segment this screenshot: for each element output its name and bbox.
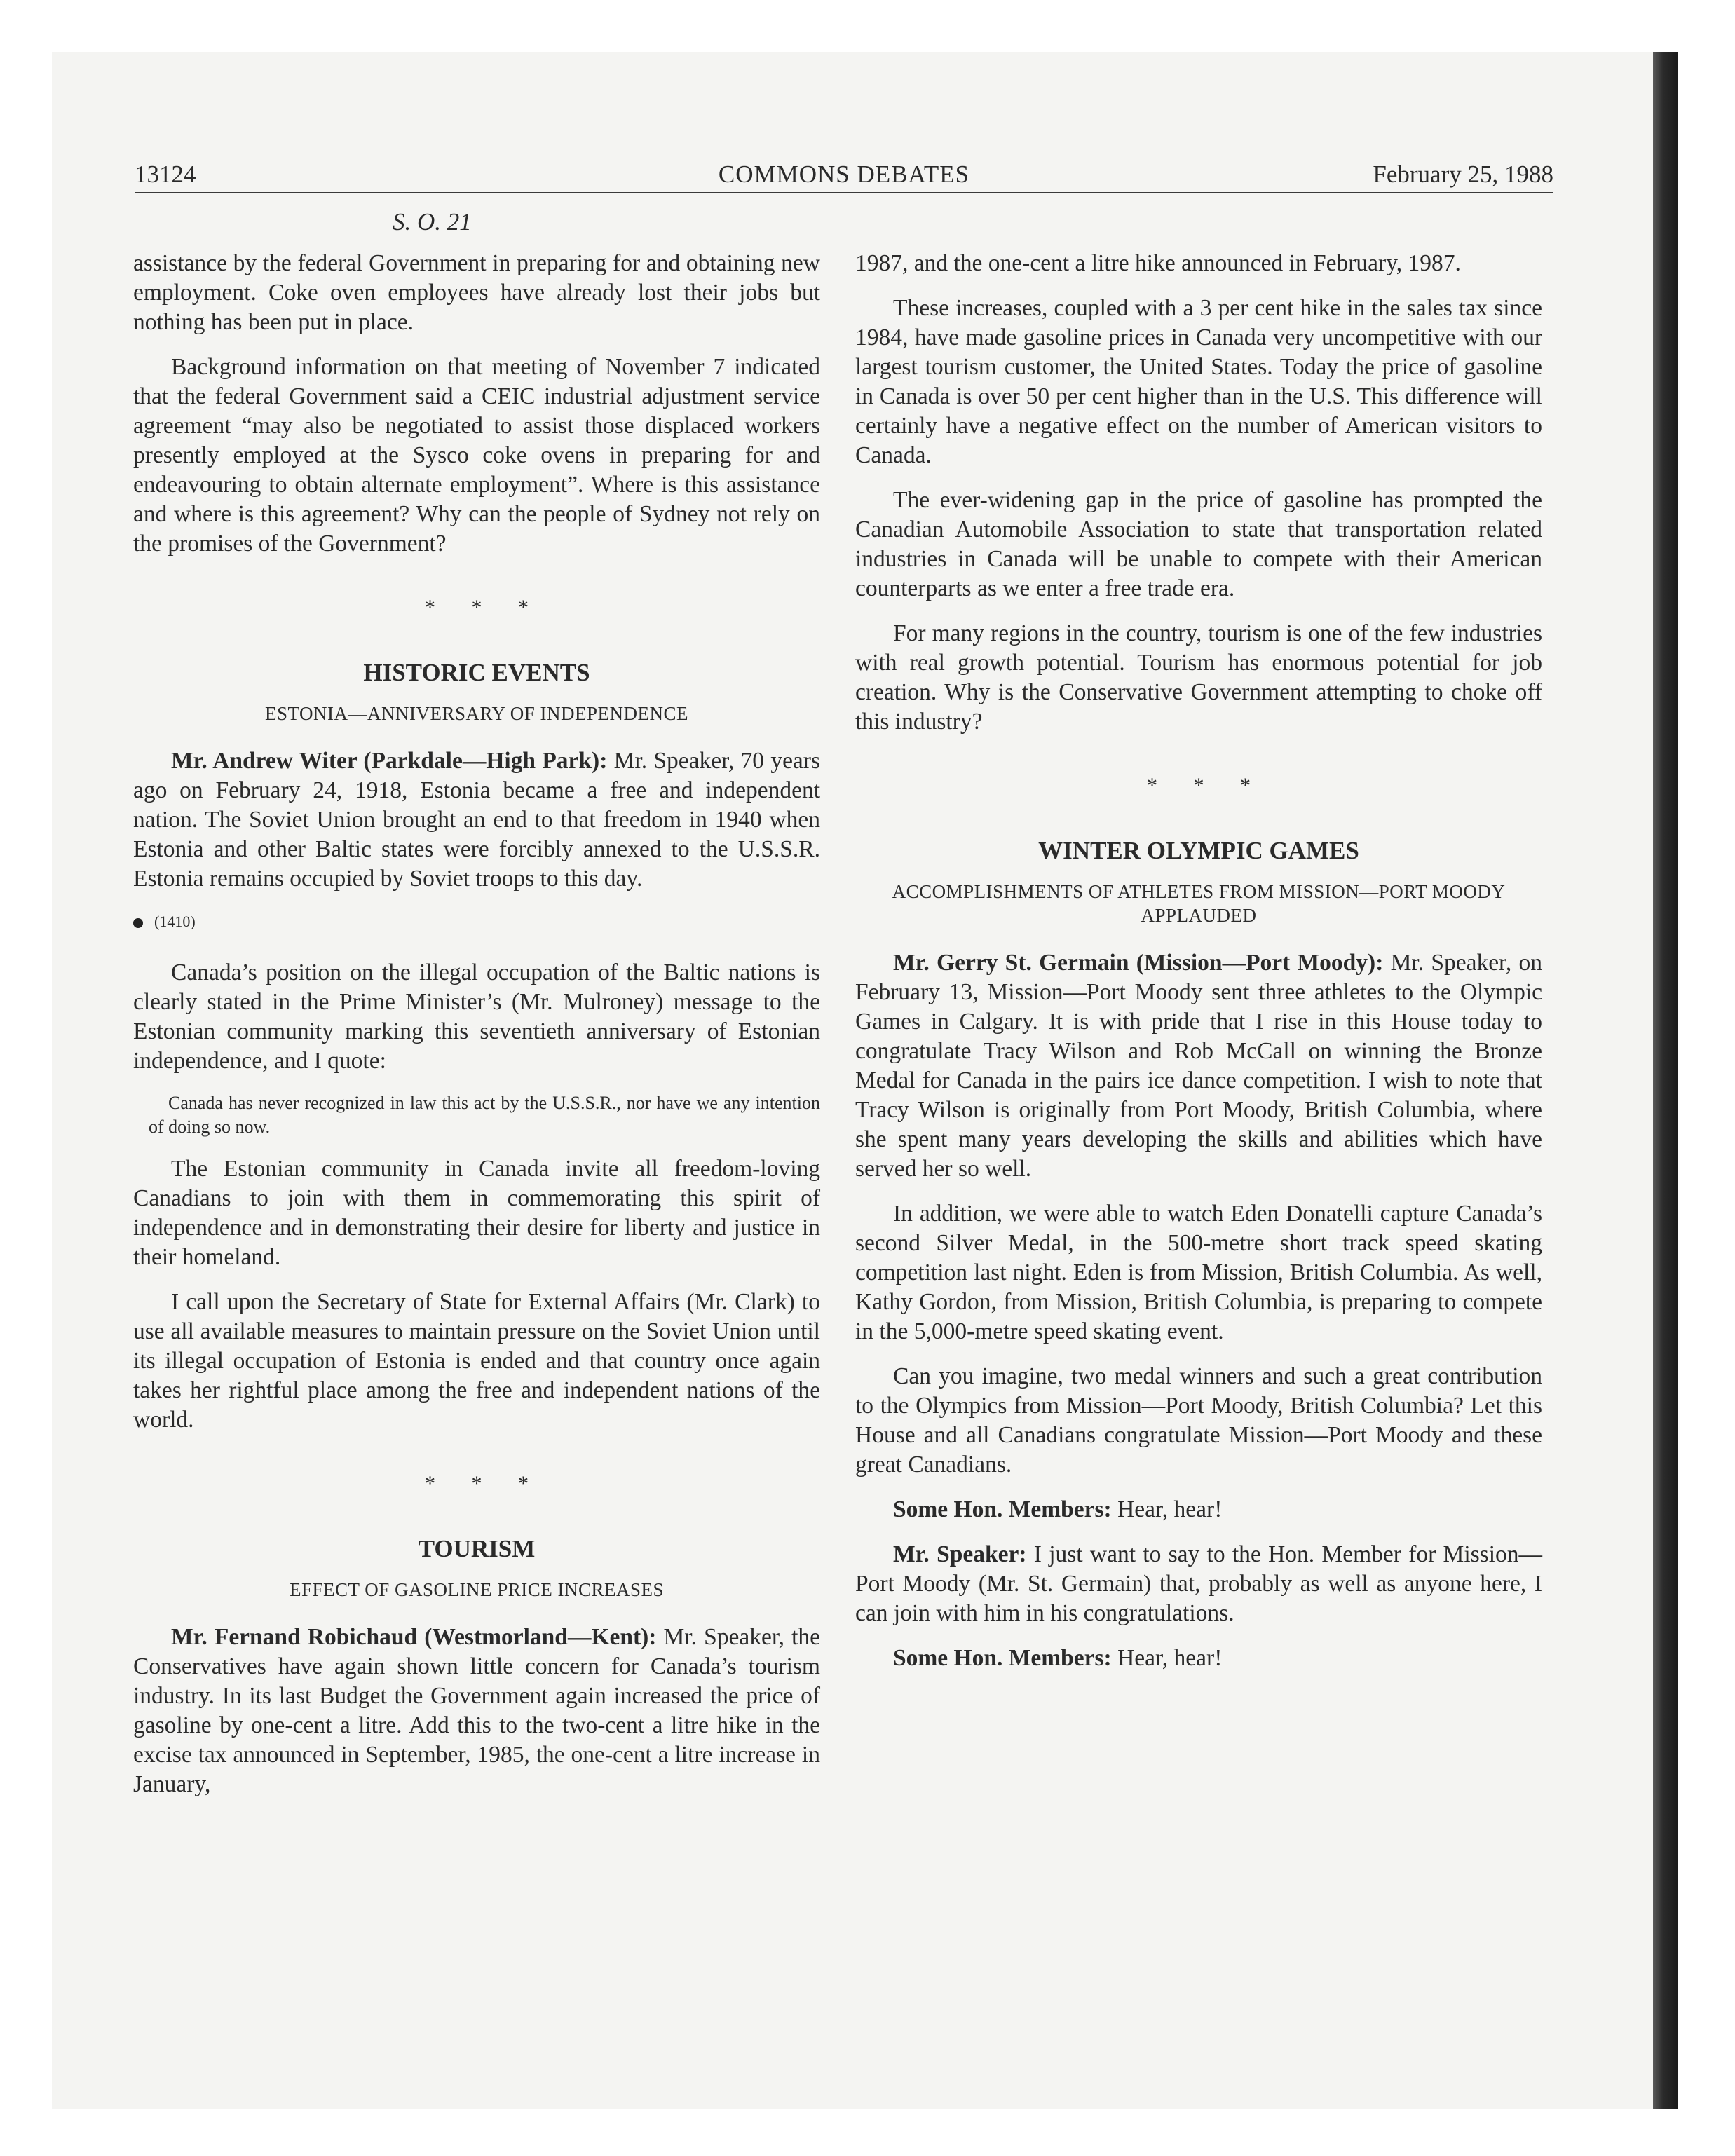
- page-number: 13124: [135, 161, 196, 188]
- paragraph: Canada’s position on the illegal occupation of the Baltic nations is clearly stated in the Prime Minister’s (Mr. Mulroney) message to the Estonian community marking this seventieth anniversary of Estonian independence, and I quote:: [133, 960, 820, 1074]
- speech-text: Mr. Speaker, the Conservatives have again shown little concern for Canada’s tourism industry. In its last Budget the Government again increased the price of gasoline by one-cent a litre. Add this to the two-cent a litre hike in the excise tax announced in September, 1985, the one-cent a litre increase in January,: [133, 1624, 821, 1797]
- bullet-icon: [133, 918, 143, 928]
- section-heading-historic-events: HISTORIC EVENTS: [363, 659, 590, 686]
- standing-order-label: S. O. 21: [393, 208, 472, 236]
- timestamp-text: (1410): [154, 913, 196, 930]
- speech-text: Hear, hear!: [1117, 1496, 1223, 1522]
- paragraph: [133, 1623, 820, 1799]
- section-subheading-estonia: ESTONIA—ANNIVERSARY OF INDEPENDENCE: [264, 703, 688, 724]
- section-separator: * * *: [1147, 774, 1266, 797]
- paragraph: [133, 746, 820, 894]
- section-separator: * * *: [425, 1472, 544, 1495]
- left-column: [133, 249, 820, 1815]
- paragraph: [855, 948, 1542, 1184]
- speaker-name: Some Hon. Members:: [893, 1645, 1112, 1671]
- paragraph: In addition, we were able to watch Eden Donatelli capture Canada’s second Silver Medal, in the 500-metre short track speed skating competition last night. Eden is from Mission, British Columbia. As well, Kathy Gordon, from Mission, British Columbia, is preparing to compete in the 5,000-metre speed skating event.: [855, 1201, 1542, 1344]
- paragraph: The ever-widening gap in the price of gasoline has prompted the Canadian Automobile Association to state that transportation related industries in Canada will be unable to compete with their American counterparts as we enter a free trade era.: [855, 487, 1542, 601]
- paragraph: These increases, coupled with a 3 per cent hike in the sales tax since 1984, have made gasoline prices in Canada very uncompetitive with our largest tourism customer, the United States. Today the price of gasoline in Canada is over 50 per cent higher than in the U.S. This difference will certainly have a negative effect on the number of American visitors to Canada.: [855, 295, 1542, 468]
- section-separator: * * *: [425, 596, 544, 619]
- speech-text: I just want to say to the Hon. Member for Mission—Port Moody (Mr. St. Germain) that, probably as well as anyone here, I can join with him in his congratulations.: [855, 1541, 1543, 1626]
- section-heading-winter-olympics: WINTER OLYMPIC GAMES: [1038, 837, 1359, 864]
- paragraph: Can you imagine, two medal winners and such a great contribution to the Olympics from Mission—Port Moody, British Columbia? Let this House and all Canadians congratulate Mission—Port Moody and these great Canadians.: [855, 1363, 1542, 1478]
- section-subheading-mission-port-moody: ACCOMPLISHMENTS OF ATHLETES FROM MISSION—PORT MOODY APPLAUDED: [892, 881, 1506, 926]
- speaker-name: Mr. Fernand Robichaud (Westmorland—Kent):: [171, 1624, 657, 1650]
- right-column: [855, 249, 1542, 1688]
- speaker-name: Mr. Andrew Witer (Parkdale—High Park):: [171, 748, 608, 774]
- paragraph: For many regions in the country, tourism is one of the few industries with real growth potential. Tourism has enormous potential for job creation. Why is the Conservative Government attempting to choke off this industry?: [855, 620, 1542, 735]
- paragraph: Background information on that meeting of November 7 indicated that the federal Government said a CEIC industrial adjustment service agreement “may also be negotiated to assist those displaced workers presently employed at the Sysco coke ovens in preparing for and endeavouring to obtain alternate employment”. Where is this assistance and where is this agreement? Why can the people of Sydney not rely on the promises of the Government?: [133, 354, 820, 557]
- block-quote: Canada has never recognized in law this act by the U.S.S.R., nor have we any intention of doing so now.: [149, 1093, 820, 1137]
- speaker-name: Mr. Gerry St. Germain (Mission—Port Moody):: [893, 950, 1384, 976]
- paragraph: The Estonian community in Canada invite all freedom-loving Canadians to join with them in commemorating this spirit of independence and in demonstrating their desire for liberty and justice in their homeland.: [133, 1156, 820, 1270]
- speech-text: Mr. Speaker, 70 years ago on February 24, 1918, Estonia became a free and independent nation. The Soviet Union brought an end to that freedom in 1940 when Estonia and other Baltic states were forcibly annexed to the U.S.S.R. Estonia remains occupied by Soviet troops to this day.: [133, 748, 820, 892]
- section-heading-tourism: TOURISM: [418, 1535, 536, 1562]
- speaker-name: Some Hon. Members:: [893, 1496, 1112, 1522]
- speech-text: Mr. Speaker, on February 13, Mission—Port Moody sent three athletes to the Olympic Games in Calgary. It is with pride that I rise in this House today to congratulate Tracy Wilson and Rob McCall on winning the Bronze Medal for Canada in the pairs ice dance competition. I wish to note that Tracy Wilson is originally from Port Moody, British Columbia, where she spent many years developing the skills and abilities which have served her so well.: [855, 950, 1542, 1182]
- paragraph: [855, 1540, 1542, 1628]
- paragraph: I call upon the Secretary of State for External Affairs (Mr. Clark) to use all available measures to maintain pressure on the Soviet Union until its illegal occupation of Estonia is ended and that country once again takes her rightful place among the free and independent nations of the world.: [133, 1289, 820, 1433]
- page-header: [135, 157, 1553, 193]
- publication-title: COMMONS DEBATES: [718, 161, 970, 188]
- paragraph: assistance by the federal Government in preparing for and obtaining new employment. Coke oven employees have already lost their jobs but nothing has been put in place.: [133, 250, 820, 335]
- timestamp-marker: [133, 909, 820, 934]
- page-binding-edge: [1653, 52, 1678, 2109]
- paragraph: [855, 1644, 1542, 1673]
- paragraph: [855, 1495, 1542, 1524]
- page-date: February 25, 1988: [1373, 161, 1553, 188]
- speech-text: Hear, hear!: [1117, 1645, 1223, 1671]
- section-subheading-gasoline: EFFECT OF GASOLINE PRICE INCREASES: [289, 1579, 665, 1600]
- speaker-name: Mr. Speaker:: [893, 1541, 1027, 1567]
- paragraph: 1987, and the one-cent a litre hike announced in February, 1987.: [855, 250, 1461, 276]
